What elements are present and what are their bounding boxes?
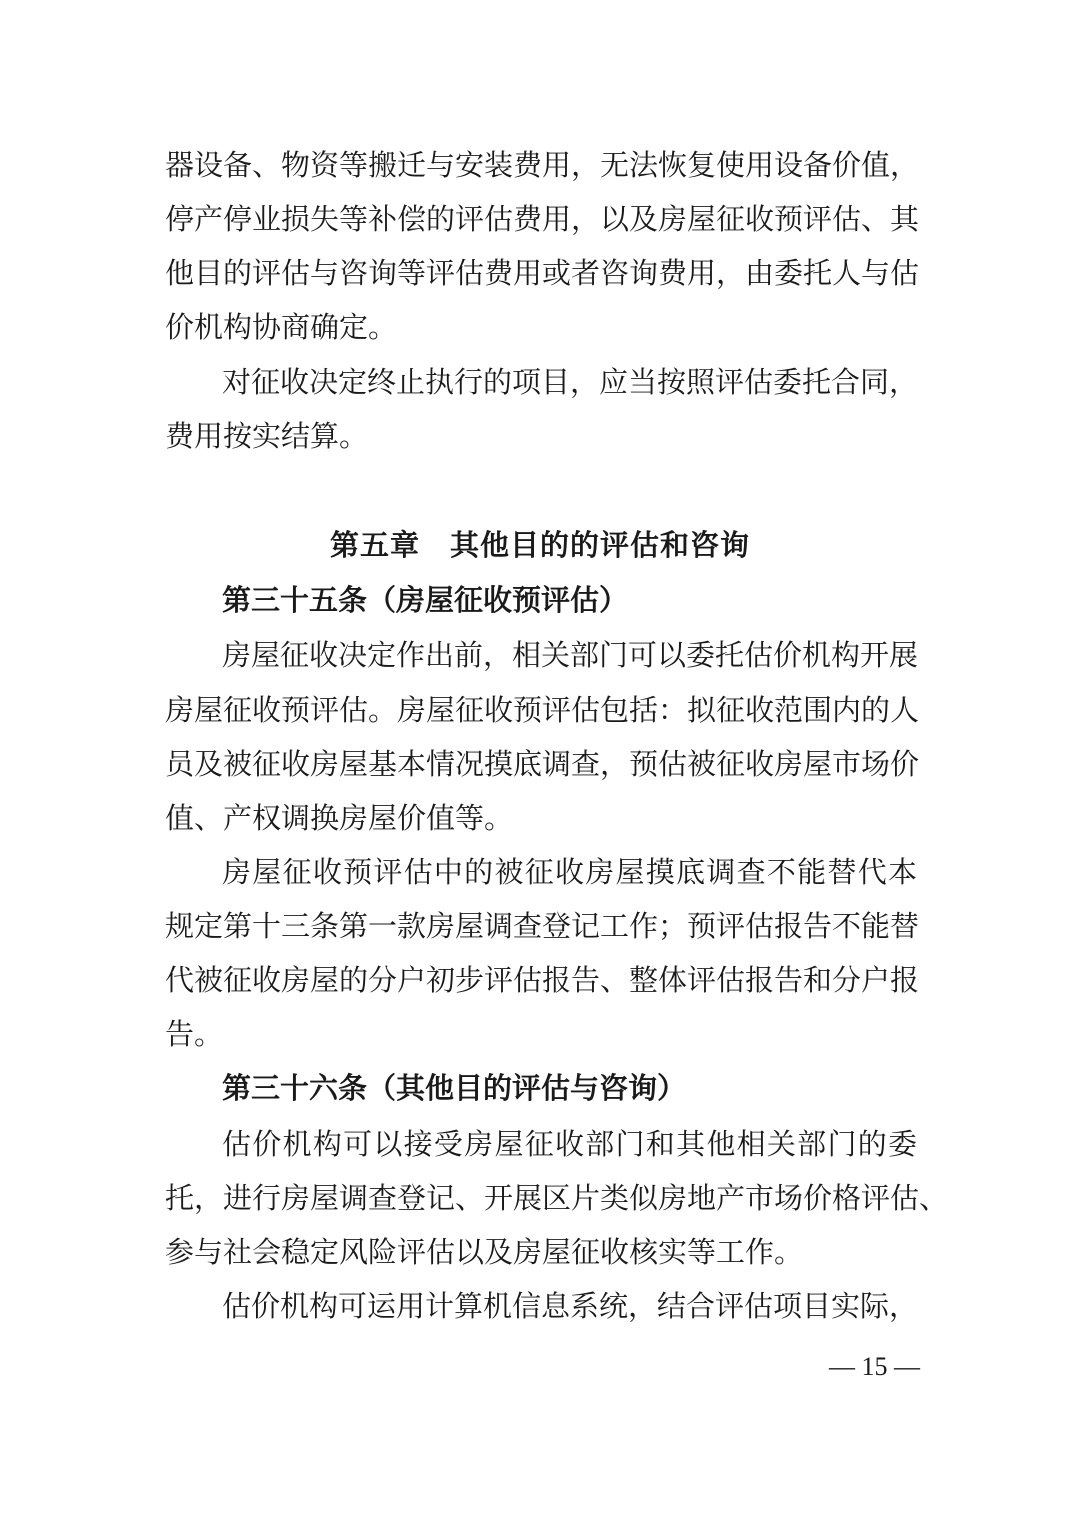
article-35-title: 第三十五条（房屋征收预评估） (222, 583, 629, 617)
article-36-title: 第三十六条（其他目的评估与咨询） (222, 1071, 687, 1105)
text-line: 估价机构可运用计算机信息系统，结合评估项目实际， (222, 1289, 919, 1323)
text-line: 房屋征收预评估。房屋征收预评估包括：拟征收范围内的人 (165, 693, 920, 727)
text-line: 托，进行房屋调查登记、开展区片类似房地产市场价格评估、 (165, 1181, 949, 1215)
page-number: — 15 — (829, 1352, 920, 1381)
text-line: 员及被征收房屋基本情况摸底调查，预估被征收房屋市场价 (165, 747, 920, 781)
text-line: 停产停业损失等补偿的评估费用，以及房屋征收预评估、其 (165, 202, 920, 236)
text-line: 代被征收房屋的分户初步评估报告、整体评估报告和分户报 (165, 963, 920, 997)
text-line: 房屋征收预评估中的被征收房屋摸底调查不能替代本 (222, 855, 917, 889)
text-line: 值、产权调换房屋价值等。 (165, 801, 514, 835)
text-line: 告。 (165, 1017, 224, 1051)
text-line: 费用按实结算。 (165, 419, 369, 453)
text-line: 价机构协商确定。 (165, 310, 398, 344)
text-line: 参与社会稳定风险评估以及房屋征收核实等工作。 (165, 1235, 804, 1269)
text-line: 估价机构可以接受房屋征收部门和其他相关部门的委 (222, 1127, 917, 1161)
text-line: 器设备、物资等搬迁与安装费用，无法恢复使用设备价值， (165, 148, 920, 182)
text-line: 他目的评估与咨询等评估费用或者咨询费用，由委托人与估 (165, 256, 920, 290)
chapter-title: 第五章 其他目的的评估和咨询 (329, 528, 750, 562)
text-line: 对征收决定终止执行的项目，应当按照评估委托合同， (222, 365, 919, 399)
text-line: 规定第十三条第一款房屋调查登记工作；预评估报告不能替 (165, 909, 920, 943)
text-line: 房屋征收决定作出前，相关部门可以委托估价机构开展 (222, 638, 919, 672)
